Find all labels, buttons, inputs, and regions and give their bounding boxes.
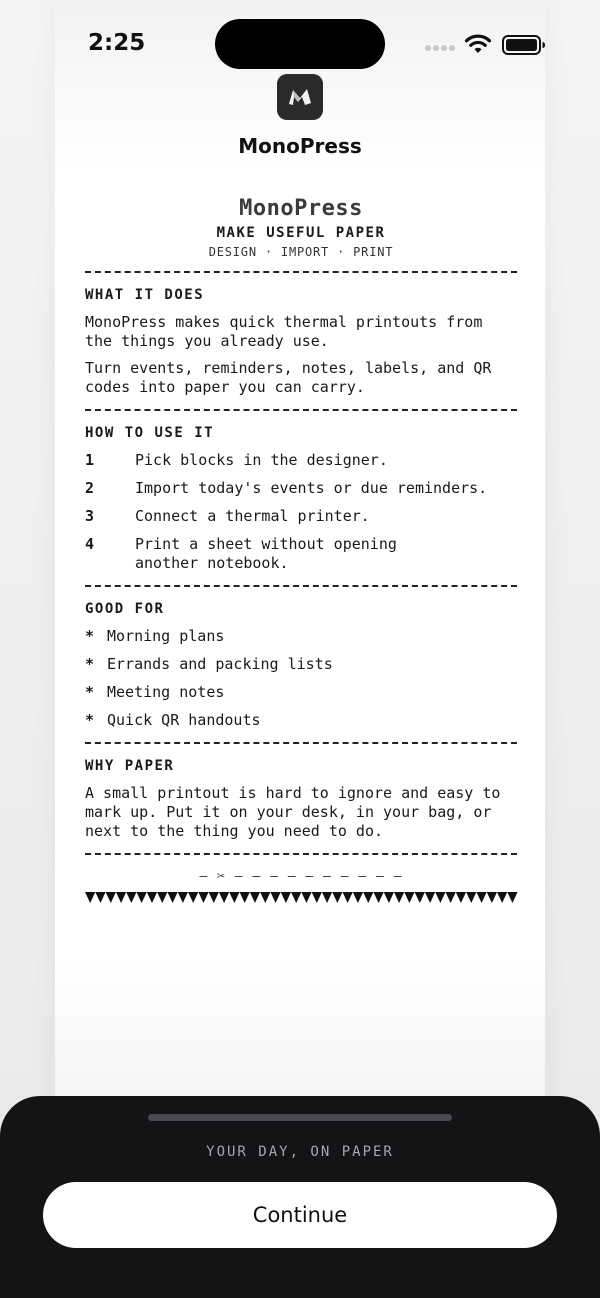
step-number: 2: [85, 479, 95, 497]
app-logo-icon: [277, 74, 323, 120]
paragraph: Turn events, reminders, notes, labels, and QR codes into paper you can carry.: [85, 359, 492, 396]
dashed-divider: [85, 853, 517, 855]
list-item-text: Errands and packing lists: [107, 655, 333, 673]
section-heading-how-to-use: HOW TO USE IT: [85, 425, 215, 441]
sheet-tagline: YOUR DAY, ON PAPER: [206, 1144, 394, 1160]
app-name: MonoPress: [238, 134, 362, 158]
list-item-text: Morning plans: [107, 627, 225, 645]
list-item: [85, 451, 517, 470]
step-text: Import today's events or due reminders.: [135, 479, 488, 497]
wifi-icon: [464, 33, 492, 55]
step-number: 3: [85, 507, 95, 525]
bullet-asterisk: *: [85, 627, 95, 645]
paragraph: MonoPress makes quick thermal printouts from the things you already use.: [85, 313, 483, 350]
list-item: [85, 535, 517, 573]
list-item: [85, 711, 517, 730]
section-heading-why-paper: WHY PAPER: [85, 758, 175, 774]
step-number: 4: [85, 535, 95, 553]
receipt-title: MonoPress: [239, 196, 363, 221]
list-item: [85, 627, 517, 646]
dynamic-island: [215, 19, 385, 69]
torn-edge-teeth: [85, 892, 519, 904]
battery-icon: [502, 34, 546, 56]
list-item: [85, 507, 517, 526]
sheet-grabber[interactable]: [148, 1114, 452, 1121]
section-heading-what-it-does: WHAT IT DOES: [85, 287, 205, 303]
list-item: [85, 683, 517, 702]
section-heading-good-for: GOOD FOR: [85, 601, 165, 617]
list-item: [85, 479, 517, 498]
bullet-asterisk: *: [85, 711, 95, 729]
step-text: Pick blocks in the designer.: [135, 451, 388, 469]
dashed-divider: [85, 409, 517, 411]
receipt-tagline: DESIGN · IMPORT · PRINT: [208, 245, 394, 259]
bullet-asterisk: *: [85, 683, 95, 701]
continue-button[interactable]: Continue: [43, 1182, 557, 1248]
cellular-signal-icon: [425, 45, 457, 53]
dashed-divider: [85, 585, 517, 587]
list-item-text: Quick QR handouts: [107, 711, 261, 729]
paragraph: A small printout is hard to ignore and easy to mark up. Put it on your desk, in your bag, or next to the thing you need to do.: [85, 784, 501, 840]
step-text: Connect a thermal printer.: [135, 507, 370, 525]
scissors-cut-line: — ✂ — — — — — — — — — —: [199, 869, 403, 884]
list-item-text: Meeting notes: [107, 683, 225, 701]
bullet-asterisk: *: [85, 655, 95, 673]
dashed-divider: [85, 742, 517, 744]
list-item: [85, 655, 517, 674]
bottom-sheet: [0, 1096, 600, 1298]
status-time: 2:25: [88, 30, 146, 56]
step-number: 1: [85, 451, 95, 469]
receipt-content: [85, 196, 517, 908]
dashed-divider: [85, 271, 517, 273]
step-text: Print a sheet without opening another notebook.: [135, 535, 397, 572]
receipt-subtitle: MAKE USEFUL PAPER: [216, 225, 386, 241]
